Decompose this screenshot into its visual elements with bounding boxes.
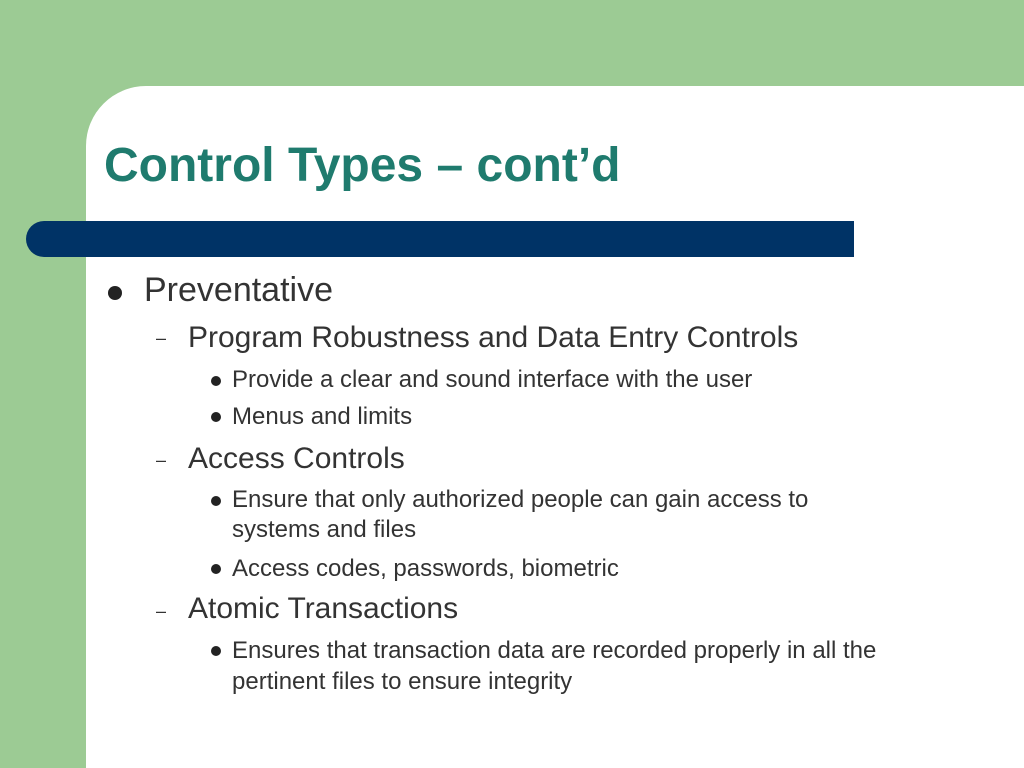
item-access-codes: Access codes, passwords, biometric: [232, 555, 619, 582]
bullet-dot-icon: [211, 412, 221, 422]
subbullet-atomic-transactions: Atomic Transactions: [188, 592, 459, 625]
item-ensures-transaction-line2: pertinent files to ensure integrity: [232, 668, 573, 695]
subbullet-program-robustness: Program Robustness and Data Entry Controls: [188, 321, 799, 354]
bullet-dot-icon: [211, 564, 221, 574]
subbullet-access-controls: Access Controls: [188, 442, 405, 475]
item-provide-interface: Provide a clear and sound interface with the user: [232, 366, 753, 393]
item-menus-limits: Menus and limits: [232, 403, 413, 430]
item-ensure-authorized-line2: systems and files: [232, 516, 417, 543]
slide-title: Control Types – cont’d: [104, 139, 621, 192]
bullet-preventative: Preventative: [144, 271, 333, 309]
dash-icon: –: [156, 601, 167, 621]
bullet-dot-icon: [211, 646, 221, 656]
dash-icon: –: [156, 328, 167, 348]
item-ensure-authorized-line1: Ensure that only authorized people can gain access to: [232, 486, 809, 513]
bullet-dot-icon: [211, 376, 221, 386]
bullet-dot-icon: [211, 496, 221, 506]
bullet-dot-icon: [108, 286, 122, 300]
dash-icon: –: [156, 450, 167, 470]
item-ensures-transaction-line1: Ensures that transaction data are recorded properly in all the: [232, 637, 877, 664]
